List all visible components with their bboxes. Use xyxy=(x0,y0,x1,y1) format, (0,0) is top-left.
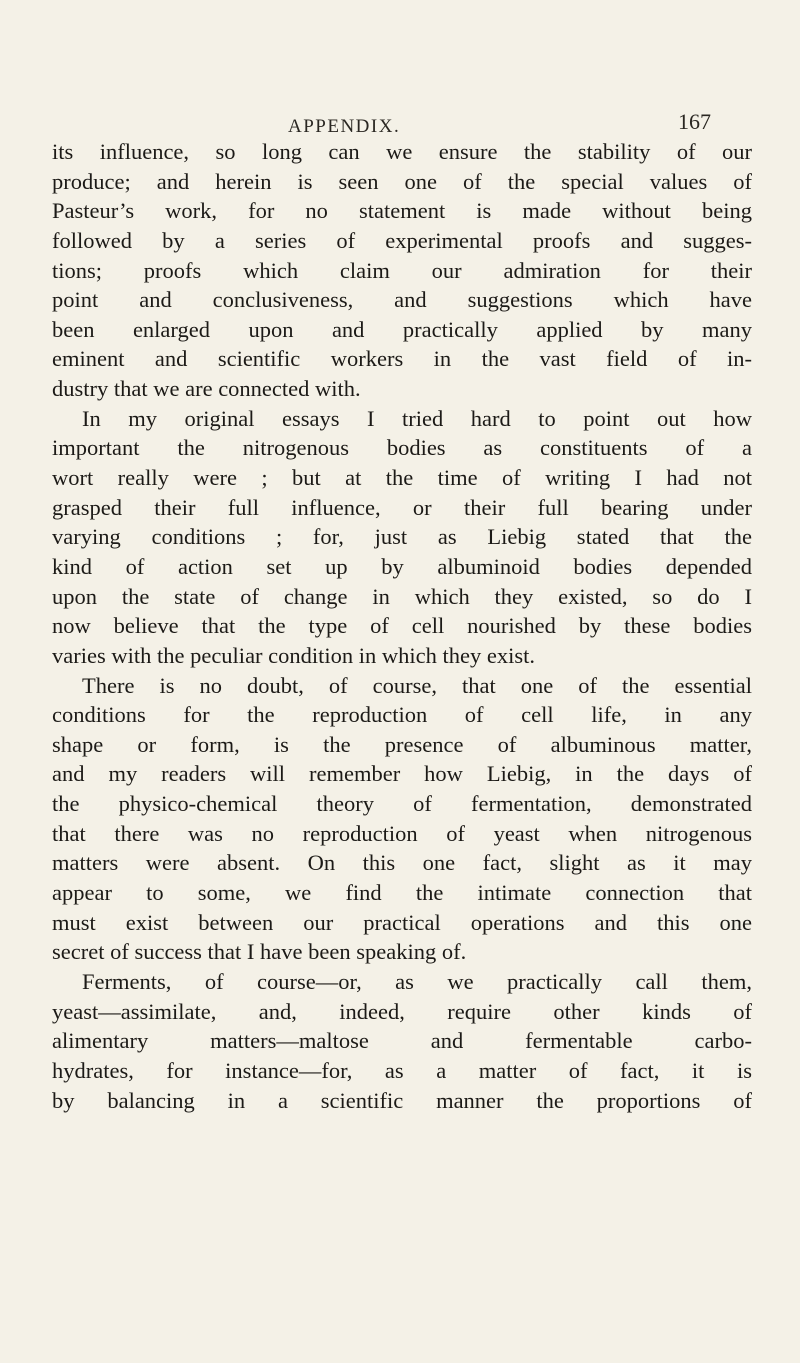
text-line: conditions for the reproduction of cell life, in any xyxy=(52,702,752,728)
text-line: important the nitrogenous bodies as constituents of a xyxy=(52,435,752,461)
text-line: secret of success that I have been speaking of. xyxy=(52,939,467,965)
text-line: must exist between our practical operations and this one xyxy=(52,909,752,935)
paragraph-start-line: There is no doubt, of course, that one of the essential xyxy=(82,672,752,698)
text-line: hydrates, for instance—for, as a matter of fact, it is xyxy=(52,1057,752,1083)
text-line: varying conditions ; for, just as Liebig stated that the xyxy=(52,524,752,550)
paragraph-start-line: Ferments, of course—or, as we practically call them, xyxy=(82,968,752,994)
text-line: now believe that the type of cell nourished by these bodies xyxy=(52,613,752,639)
text-line: Pasteur’s work, for no statement is made without being xyxy=(52,198,752,224)
text-line: followed by a series of experimental proofs and sugges- xyxy=(52,227,752,253)
text-line: produce; and herein is seen one of the special values of xyxy=(52,168,752,194)
body-text xyxy=(52,137,752,1115)
text-line: and my readers will remember how Liebig, in the days of xyxy=(52,761,752,787)
page-number: 167 xyxy=(678,109,711,134)
text-line: its influence, so long can we ensure the stability of our xyxy=(52,139,752,164)
text-line: been enlarged upon and practically applied by many xyxy=(52,316,752,342)
text-line: tions; proofs which claim our admiration for their xyxy=(52,257,752,283)
text-line: yeast—assimilate, and, indeed, require other kinds of xyxy=(52,998,752,1024)
text-line: alimentary matters—maltose and fermentable carbo- xyxy=(52,1028,752,1054)
text-line: kind of action set up by albuminoid bodies depended xyxy=(52,553,752,579)
text-line: matters were absent. On this one fact, slight as it may xyxy=(52,850,752,876)
text-line: eminent and scientific workers in the vast field of in- xyxy=(52,346,752,372)
text-line: the physico-chemical theory of fermentation, demonstrated xyxy=(52,791,752,817)
text-line: shape or form, is the presence of albuminous matter, xyxy=(52,731,752,757)
text-line: appear to some, we find the intimate connection that xyxy=(52,880,752,906)
text-line: that there was no reproduction of yeast when nitrogenous xyxy=(52,820,752,846)
text-line: upon the state of change in which they existed, so do I xyxy=(52,583,752,609)
text-line: dustry that we are connected with. xyxy=(52,376,361,402)
paragraph-start-line: In my original essays I tried hard to point out how xyxy=(82,405,752,431)
text-line: by balancing in a scientific manner the proportions of xyxy=(52,1087,752,1113)
running-head: APPENDIX. xyxy=(288,116,401,137)
text-line: point and conclusiveness, and suggestions which have xyxy=(52,287,752,313)
text-line: wort really were ; but at the time of writing I had not xyxy=(52,465,752,491)
text-line: varies with the peculiar condition in which they exist. xyxy=(52,642,536,668)
text-line: grasped their full influence, or their full bearing under xyxy=(52,494,752,520)
